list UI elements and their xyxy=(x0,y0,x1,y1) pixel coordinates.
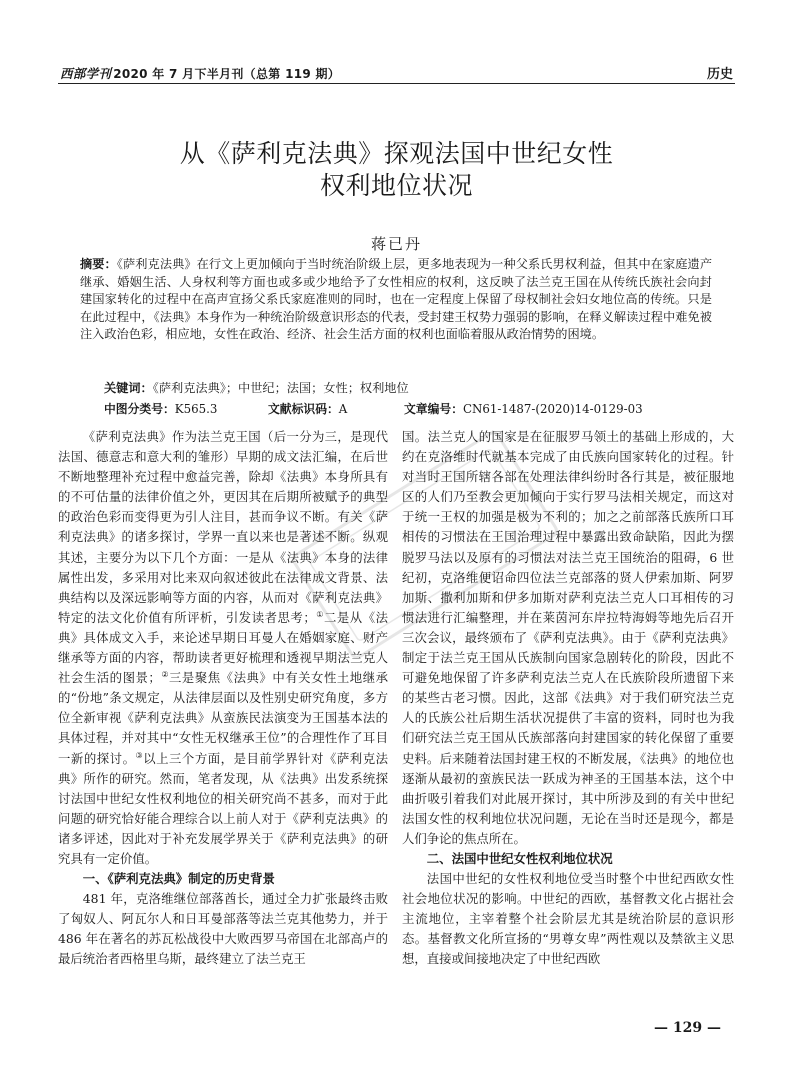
clc-value: K565.3 xyxy=(174,402,218,416)
doc-code xyxy=(268,400,347,417)
section-heading-2: 二、法国中世纪女性权利地位状况 xyxy=(426,850,613,866)
title-line-2: 权利地位状况 xyxy=(319,171,473,200)
header-divider xyxy=(58,83,735,84)
doc-value: A xyxy=(338,402,348,416)
section-2-paragraph: 法国中世纪的女性权利地位受当时整个中世纪西欧女性社会地位状况的影响。中世纪的西欧，基督教文化占据社会主流地位，主宰着整个社会阶层尤其是统治阶层的意识形态。基督教文化所宣扬的“男尊女卑”两性观以及禁欲主义思想，直接或间接地决定了中世纪西欧 xyxy=(402,871,734,967)
right-column xyxy=(402,427,734,970)
intro-text-4: 以上三个方面，是目前学界针对《萨利克法典》所作的研究。然而，笔者发现，从《法典》出发系统探讨法国中世纪女性权利地位的相关研究尚不甚多，而对于此问题的研究恰好能合理综合以上前人对于《萨利克法典》的诸多评述，因此对于补充发展学界关于《萨利克法典》的研究具有一定价值。 xyxy=(58,750,389,866)
issue-info: 2020 年 7 月下半月刊（总第 119 期） xyxy=(113,67,341,81)
section-1-paragraph: 481 年，克洛维继位部落酋长，通过全力扩张最终击败了匈奴人、阿瓦尔人和日耳曼部落等法兰克其他势力，并于 486 年在著名的苏瓦松战役中大败西罗马帝国在北部高卢的最后统治者西格里乌斯，最终建立了法兰克王 xyxy=(58,891,388,967)
intro-text-3: 三是聚焦《法典》中有关女性土地继承的“份地”条文规定，从法律层面以及性别史研究角度，多方位全新审视《萨利克法典》从蛮族民法演变为王国基本法的具体过程，并对其中“女性无权继承王位”的合理性作了耳目一新的探讨。 xyxy=(58,670,389,766)
intro-paragraph xyxy=(58,427,388,869)
journal-logo: 西部学刊 xyxy=(60,66,112,81)
intro-text-2: 二是从《法典》具体成文入手，来论述早期日耳曼人在婚姻家庭、财产继承等方面的内容，帮助读者更好梳理和透视早期法兰克人社会生活的图景； xyxy=(58,609,389,686)
clc-label: 中图分类号： xyxy=(104,402,175,416)
title-line-1: 从《萨利克法典》探观法国中世纪女性 xyxy=(179,139,614,168)
doc-label: 文献标识码： xyxy=(268,402,339,416)
section-1-continued: 国。法兰克人的国家是在征服罗马领土的基础上形成的，大约在克洛维时代就基本完成了由氏族向国家转化的过程。针对当时王国所辖各部在处理法律纠纷时各行其是，被征服地区的人们乃至教会更加倾向于实行罗马法相关规定，而这对于统一王权的加强是极为不利的；加之之前部落氏族所口耳相传的习惯法在王国治理过程中暴露出致命缺陷，因此为摆脱罗马法以及原有的习惯法对法兰克王国统治的阻碍，6 世纪初，克洛维便诏命四位法兰克部落的贤人伊索加斯、阿罗加斯、撒利加斯和伊多加斯对萨利克法兰克人口耳相传的习惯法进行汇编整理，并在莱茵河东岸拉特海姆等地先后召开三次会议，最终颁布了《萨利克法典》。由于《萨利克法典》制定于法兰克王国从氏族制向国家急剧转化的阶段，因此不可避免地保留了许多萨利克法兰克人在氏族阶段所遗留下来的某些古老习惯。因此，这部《法典》对于我们研究法兰克人的氏族公社后期生活状况提供了丰富的资料，同时也为我们研究法兰克王国从氏族部落向封建国家的转化保留了重要史料。后来随着法国封建王权的不断发展，《法典》的地位也逐渐从最初的蛮族民法一跃成为神圣的王国基本法，这个中曲折吸引着我们对此展开探讨，其中所涉及到的有关中世纪法国女性的权利地位状况问题，无论在当时还是现今，都是人们争论的焦点所在。 xyxy=(402,429,734,846)
section-heading-1: 一、《萨利克法典》制定的历史背景 xyxy=(82,871,275,887)
author-name: 蒋已丹 xyxy=(370,235,422,253)
article-label: 文章编号： xyxy=(404,402,463,416)
keywords xyxy=(104,379,409,396)
page-number: — 129 — xyxy=(654,1020,721,1036)
section-tag: 历史 xyxy=(706,67,733,82)
journal-header xyxy=(60,64,340,82)
keywords-text: 《萨利克法典》；中世纪；法国；女性；权利地位 xyxy=(152,381,409,395)
article-number xyxy=(404,400,643,417)
abstract xyxy=(80,256,712,344)
clc-number xyxy=(104,400,217,417)
left-column xyxy=(58,427,388,970)
article-title xyxy=(0,138,793,202)
footnote-ref-1: ① xyxy=(315,609,324,619)
keywords-label: 关键词： xyxy=(104,381,153,395)
intro-text-1: 《萨利克法典》作为法兰克王国（后一分为三，是现代法国、德意志和意大利的雏形）早期的成文法汇编，在后世不断地整理补充过程中愈益完善，除却《法典》本身所具有的不可估量的法律价值之外，更因其在后期所被赋予的典型的政治色彩而变得更为引人注目，甚而争议不断。有关《萨利克法典》的诸多探讨，学界一直以来也是著述不断。纵观其述，主要分为以下几个方面：一是从《法典》本身的法律属性出发，多采用对比来双向叙述彼此在法律成文背景、法典结构以及深远影响等方面的内容，从而对《萨利克法典》特定的法文化价值有所评析，引发读者思考； xyxy=(58,429,388,625)
abstract-text: 《萨利克法典》在行文上更加倾向于当时统治阶级上层，更多地表现为一种父系氏男权利益，但其中在家庭遗产继承、婚姻生活、人身权利等方面也或多或少地给予了女性相应的权利，这反映了法兰克王国在从传统氏族社会向封建国家转化的过程中在高声宣扬父系氏家庭准则的同时，也在一定程度上保留了母权制社会妇女地位高的传统。只是在此过程中，《法典》本身作为一种统治阶级意识形态的代表，受封建王权势力强弱的影响，在释义解读过程中难免被注入政治色彩，相应地，女性在政治、经济、社会生活方面的权利也面临着服从政治情势的困境。 xyxy=(80,257,713,342)
footnote-ref-3: ③ xyxy=(135,750,144,760)
footnote-ref-2: ② xyxy=(160,670,170,679)
article-value: CN61-1487-(2020)14-0129-03 xyxy=(463,402,643,416)
abstract-label: 摘要： xyxy=(80,257,117,271)
